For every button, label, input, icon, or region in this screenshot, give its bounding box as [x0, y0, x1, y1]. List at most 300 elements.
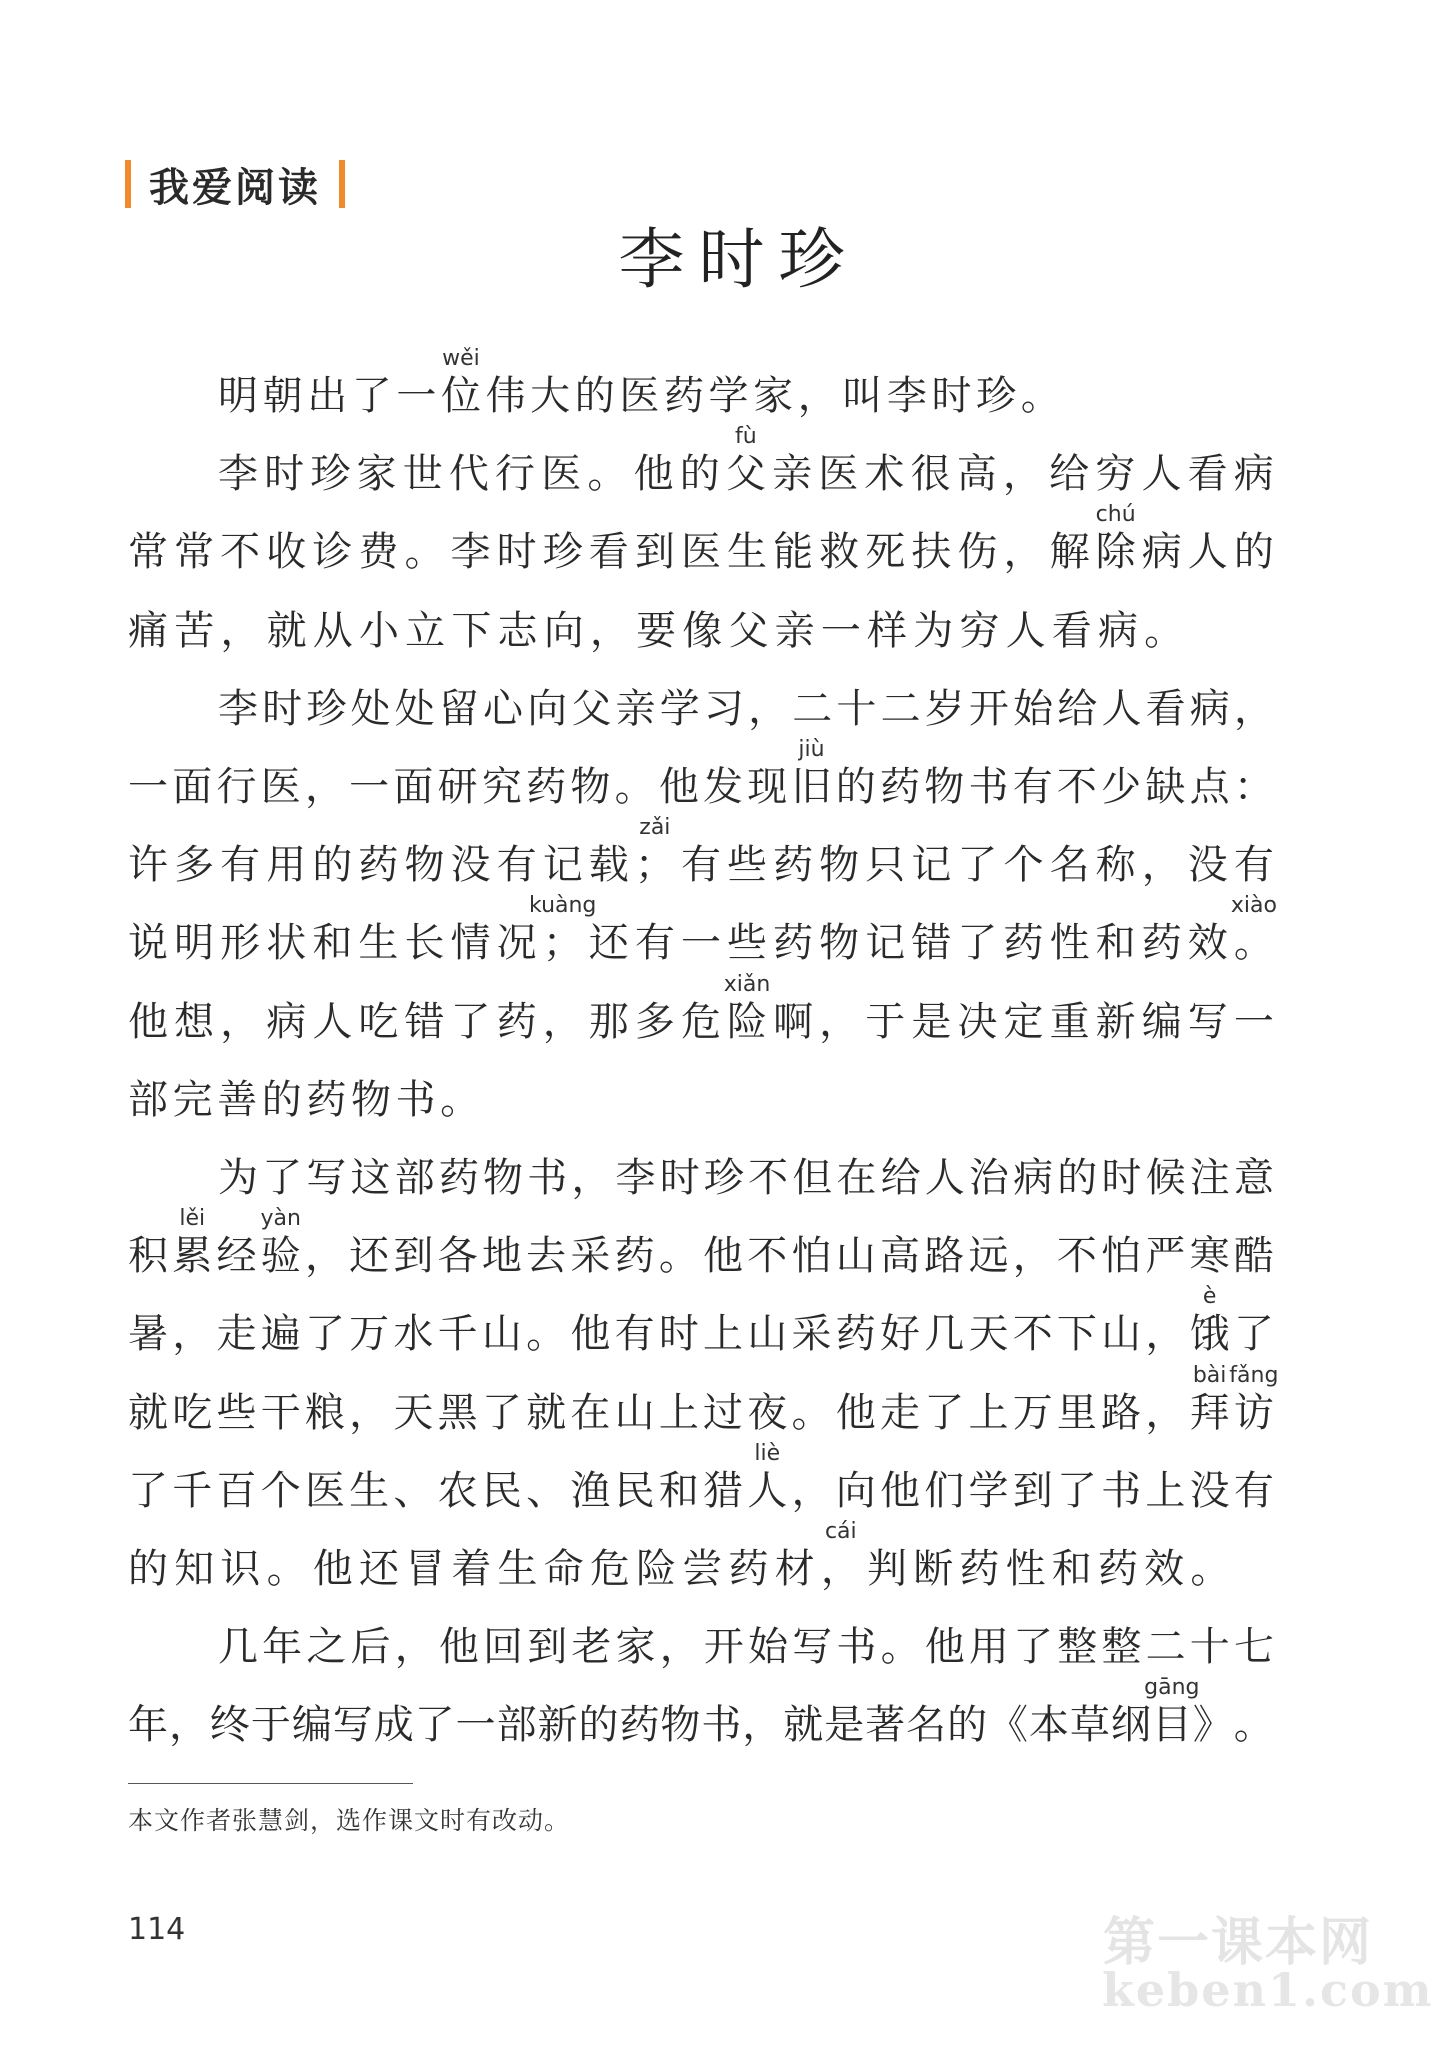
text-char: 夜	[747, 1390, 788, 1436]
text-char: 高	[879, 1233, 920, 1279]
text-char: 错	[404, 999, 445, 1045]
text-char: ，	[742, 1702, 783, 1748]
text-char: 李	[615, 1155, 656, 1201]
text-char: 二	[880, 686, 921, 732]
text-char: 处	[350, 686, 391, 732]
text-char: ，	[659, 1624, 700, 1670]
pinyin-annotation: fù	[735, 424, 757, 449]
text-char: 吃	[358, 999, 399, 1045]
text-char: 黑	[437, 1390, 478, 1436]
text-char: 个	[260, 1468, 301, 1514]
text-char: 山	[614, 1390, 655, 1436]
text-char: 穷	[959, 608, 1000, 654]
text-char: 常	[174, 529, 215, 575]
text-char: 。	[1233, 1702, 1274, 1748]
text-char: 没	[450, 842, 491, 888]
text-char: 开	[968, 686, 1009, 732]
text-char: ，	[1145, 1311, 1186, 1357]
text-char: 注	[1189, 1155, 1230, 1201]
text-char: 整	[1101, 1624, 1142, 1670]
text-char: 时	[262, 686, 303, 732]
text-char: 断	[913, 1546, 954, 1592]
text-char: 行	[216, 764, 257, 810]
text-char: 编	[1141, 999, 1182, 1045]
text-char: 时	[1101, 1155, 1142, 1201]
text-char: 酷	[1233, 1233, 1274, 1279]
text-char: 个	[1003, 842, 1044, 888]
text-char: 世	[402, 451, 443, 497]
text-char: ，	[1002, 451, 1043, 497]
pinyin-annotation: lěi	[179, 1206, 206, 1231]
text-char: 怕	[1101, 1233, 1142, 1279]
text-char: 山	[481, 1311, 522, 1357]
text-char: ，	[304, 764, 345, 810]
text-char: 有	[614, 1311, 655, 1357]
text-char: 除 chú	[1095, 502, 1136, 575]
text-line	[218, 424, 1274, 497]
text-char: 说	[128, 920, 168, 966]
text-char: 亲	[774, 608, 815, 654]
text-char: 着	[451, 1546, 492, 1592]
text-char: 小	[358, 608, 399, 654]
text-char: 。	[440, 1077, 481, 1123]
text-char: 父 fù	[725, 424, 766, 497]
pinyin-annotation: fǎng	[1229, 1363, 1279, 1388]
text-char: 严	[1145, 1233, 1186, 1279]
text-char: 药	[306, 1077, 347, 1123]
pinyin-annotation: è	[1202, 1284, 1217, 1309]
text-char: 部	[496, 1702, 537, 1748]
text-line	[128, 1284, 1274, 1357]
text-char: 他	[312, 1546, 353, 1592]
text-char: 立	[405, 608, 446, 654]
pinyin-annotation: wěi	[442, 346, 480, 371]
text-char: 。	[1144, 608, 1185, 654]
text-char: 走	[216, 1311, 257, 1357]
text-char: 处	[394, 686, 435, 732]
text-char: 还	[588, 920, 629, 966]
text-char: 远	[968, 1233, 1009, 1279]
text-line	[128, 1675, 1274, 1748]
text-char: 和	[1051, 1546, 1092, 1592]
text-char: 天	[968, 1311, 1009, 1357]
text-char: 看	[1187, 451, 1228, 497]
text-char: 药	[1003, 920, 1044, 966]
text-char: 之	[306, 1624, 347, 1670]
text-char: 亲	[772, 451, 813, 497]
text-char: 名	[906, 1702, 947, 1748]
text-char: 终	[209, 1702, 250, 1748]
text-char: 书	[527, 1155, 568, 1201]
text-char: 了	[1056, 1468, 1097, 1514]
text-char: 的	[574, 373, 615, 419]
text-char: 几	[924, 1311, 965, 1357]
text-char: 人	[1187, 529, 1228, 575]
text-char: ，	[819, 999, 860, 1045]
text-char: 药	[835, 1311, 876, 1357]
text-char: 病	[1233, 451, 1274, 497]
text-char: 和	[658, 1468, 699, 1514]
text-char: 时	[659, 1155, 700, 1201]
text-char: 尝	[682, 1546, 723, 1592]
text-char: 一	[396, 373, 437, 419]
footnote: 本文作者张慧剑，选作课文时有改动。	[128, 1806, 571, 1835]
text-char: 生	[497, 1546, 538, 1592]
text-char: 家	[356, 451, 397, 497]
text-char: 的	[1057, 1155, 1098, 1201]
text-char: 下	[451, 608, 492, 654]
text-char: 常	[128, 529, 168, 575]
text-char: 时	[496, 529, 537, 575]
text-char: 回	[483, 1624, 524, 1670]
text-char: 珍	[542, 529, 583, 575]
text-char: 朝	[262, 373, 303, 419]
text-char: 不	[1012, 1311, 1053, 1357]
text-char: 收	[266, 529, 307, 575]
text-char: 《	[988, 1702, 1029, 1748]
text-char: 猎	[703, 1468, 744, 1514]
text-char: 他	[570, 1311, 611, 1357]
text-char: 解	[1049, 529, 1090, 575]
text-char: 人 liè	[747, 1441, 788, 1514]
text-char: 用	[266, 842, 307, 888]
text-char: 是	[824, 1702, 865, 1748]
text-char: 的	[835, 764, 876, 810]
text-char: 到	[634, 529, 675, 575]
text-line	[218, 1604, 1274, 1670]
text-char: 没	[1187, 842, 1228, 888]
text-char: 学	[708, 373, 749, 419]
text-char: 一	[680, 920, 721, 966]
text-char: 状	[266, 920, 307, 966]
text-char: 药	[1097, 1546, 1138, 1592]
text-line	[128, 502, 1274, 575]
text-char: 不	[1056, 1233, 1097, 1279]
text-char: 向	[527, 686, 568, 732]
text-char: 善	[217, 1077, 258, 1123]
text-char: 万	[349, 1311, 390, 1357]
text-char: 向	[543, 608, 584, 654]
text-char: 材	[774, 1546, 815, 1592]
text-char: 寒	[1189, 1233, 1230, 1279]
text-line	[128, 1519, 1274, 1592]
text-char: 性	[1005, 1546, 1046, 1592]
text-char: 走	[879, 1390, 920, 1436]
text-char: 山	[1101, 1311, 1142, 1357]
text-char: 很	[910, 451, 951, 497]
text-char: 候	[1145, 1155, 1186, 1201]
text-char: 千	[172, 1468, 213, 1514]
text-char: ，	[748, 686, 789, 732]
text-char: 要	[636, 608, 677, 654]
pinyin-annotation: cái	[824, 1519, 857, 1544]
pinyin-annotation: bài	[1192, 1363, 1227, 1388]
text-char: 看	[1051, 608, 1092, 654]
text-char: 到	[527, 1624, 568, 1670]
text-char: 家	[753, 373, 794, 419]
text-char: 些	[216, 1390, 257, 1436]
text-char: 在	[836, 1155, 877, 1201]
section-bar-left	[125, 160, 131, 208]
text-char: 伤	[957, 529, 998, 575]
watermark-url: keben1.com	[1102, 1963, 1434, 2017]
text-char: 为	[913, 608, 954, 654]
text-char: 向	[835, 1468, 876, 1514]
text-char: 记	[865, 920, 906, 966]
text-char: 山	[835, 1233, 876, 1279]
text-char: 了	[481, 1390, 522, 1436]
text-char: 病	[266, 999, 307, 1045]
text-char: 天	[393, 1390, 434, 1436]
text-line	[218, 1135, 1274, 1201]
text-char: 生	[349, 1468, 390, 1514]
text-char: 了	[1233, 1311, 1274, 1357]
text-char: 定	[1003, 999, 1044, 1045]
text-char: ，	[394, 1624, 435, 1670]
text-char: 有	[496, 842, 537, 888]
text-char: ，	[571, 1155, 612, 1201]
text-char: 、	[526, 1468, 567, 1514]
text-char: 药	[879, 764, 920, 810]
text-char: 十	[1189, 1624, 1230, 1670]
text-char: 病	[1013, 1155, 1054, 1201]
text-char: ，	[1012, 1233, 1053, 1279]
text-char: ，	[220, 999, 261, 1045]
text-char: 编	[291, 1702, 332, 1748]
text-char: 重	[1049, 999, 1090, 1045]
article-title: 李时珍	[618, 221, 859, 298]
text-char: 积	[128, 1233, 168, 1279]
text-line	[128, 1206, 1274, 1279]
text-char: 了	[957, 920, 998, 966]
text-char: 多	[174, 842, 215, 888]
text-char: 些	[727, 842, 768, 888]
text-char: 药	[526, 764, 567, 810]
text-char: 有	[634, 920, 675, 966]
text-line	[128, 588, 1274, 654]
text-char: 他	[703, 1233, 744, 1279]
text-char: 面	[393, 764, 434, 810]
text-char: 药	[773, 842, 814, 888]
text-char: 下	[1056, 1311, 1097, 1357]
text-char: 大	[530, 373, 571, 419]
text-char: 扶	[911, 529, 952, 575]
text-char: 。	[658, 1233, 699, 1279]
text-char: 他	[879, 1468, 920, 1514]
text-char: 几	[218, 1624, 258, 1670]
text-char: 山	[747, 1311, 788, 1357]
text-char: 冒	[405, 1546, 446, 1592]
text-char: 记	[542, 842, 583, 888]
text-char: 书	[836, 1624, 877, 1670]
text-char: 。	[587, 451, 628, 497]
text-char: 他	[658, 764, 699, 810]
text-char: 珍	[310, 451, 351, 497]
section-title: 我爱阅读	[149, 164, 321, 211]
text-char: 啊	[773, 999, 814, 1045]
section-heading	[125, 158, 345, 210]
text-char: 命	[543, 1546, 584, 1592]
text-char: 许	[128, 842, 168, 888]
text-char: 。	[614, 764, 655, 810]
text-char: 有	[1233, 1468, 1274, 1514]
text-char: 。	[1020, 373, 1061, 419]
text-char: 像	[682, 608, 723, 654]
text-char: 草	[1069, 1702, 1110, 1748]
text-char: 不	[747, 1233, 788, 1279]
text-char: 父	[728, 608, 769, 654]
text-char: 二	[1145, 1624, 1186, 1670]
text-char: 危	[589, 1546, 630, 1592]
text-char: 怕	[791, 1233, 832, 1279]
text-char: 。	[1190, 1546, 1231, 1592]
text-char: 苦	[174, 608, 215, 654]
text-char: 发	[703, 764, 744, 810]
text-char: 农	[437, 1468, 478, 1514]
text-char: 知	[174, 1546, 215, 1592]
text-char: 药	[773, 920, 814, 966]
text-char: 用	[968, 1624, 1009, 1670]
text-char: 干	[260, 1390, 301, 1436]
text-char: 里	[1056, 1390, 1097, 1436]
text-char: 新	[537, 1702, 578, 1748]
text-char: 各	[437, 1233, 478, 1279]
text-char: 能	[773, 529, 814, 575]
text-char: 。 xiào	[1230, 893, 1277, 966]
text-char: 药	[1141, 920, 1182, 966]
text-char: 千	[437, 1311, 478, 1357]
text-char: 是	[911, 999, 952, 1045]
text-char: 学	[968, 1468, 1009, 1514]
text-char: 给	[880, 1155, 921, 1201]
text-char: 医	[541, 451, 582, 497]
text-char: 七	[1233, 1624, 1274, 1670]
text-char: 万	[1012, 1390, 1053, 1436]
text-char: 他	[835, 1390, 876, 1436]
text-char: 开	[703, 1624, 744, 1670]
text-char: 志	[497, 608, 538, 654]
text-char: 的	[1233, 529, 1274, 575]
text-char: 们	[924, 1468, 965, 1514]
text-char: 药	[959, 1546, 1000, 1592]
text-char: 新	[1095, 999, 1136, 1045]
text-char: 上	[1145, 1468, 1186, 1514]
text-char: 采	[570, 1233, 611, 1279]
text-char: 缺	[1145, 764, 1186, 810]
text-char: ， cái	[820, 1519, 861, 1592]
text-char: 情	[450, 920, 491, 966]
text-char: 治	[968, 1155, 1009, 1201]
text-line	[128, 737, 1274, 810]
text-char: 部	[128, 1077, 168, 1123]
text-char: 始	[748, 1624, 789, 1670]
text-char: 判	[867, 1546, 907, 1592]
text-char: 书	[1101, 1468, 1142, 1514]
text-char: 上	[658, 1390, 699, 1436]
text-char: 渔	[570, 1468, 611, 1514]
footnote-rule	[128, 1783, 413, 1784]
text-char: ，	[589, 608, 630, 654]
text-char: 民	[481, 1468, 522, 1514]
text-char: 看	[588, 529, 629, 575]
text-char: 时	[658, 1311, 699, 1357]
text-char: 高	[956, 451, 997, 497]
text-char: 些	[727, 920, 768, 966]
text-char: 采	[791, 1311, 832, 1357]
text-char: 死	[865, 529, 906, 575]
text-char: 明	[218, 373, 258, 419]
text-char: 载	[588, 842, 629, 888]
text-char: 。	[791, 1390, 832, 1436]
text-char: 医	[304, 1468, 345, 1514]
text-char: 识	[220, 1546, 261, 1592]
text-char: 穷	[1095, 451, 1136, 497]
text-char: 、	[393, 1468, 434, 1514]
text-char: 亲	[615, 686, 656, 732]
text-char: 术	[864, 451, 905, 497]
text-char: 人	[1141, 451, 1182, 497]
text-char: 后	[350, 1624, 391, 1670]
text-char: ，	[797, 373, 838, 419]
text-char: 少	[1101, 764, 1142, 810]
text-char: 。	[404, 529, 445, 575]
text-char: 不	[748, 1155, 789, 1201]
text-char: 医	[260, 764, 301, 810]
text-char: 年	[262, 1624, 303, 1670]
text-char: 有	[1233, 842, 1274, 888]
text-char: ，	[349, 1390, 390, 1436]
text-char: 研	[437, 764, 478, 810]
text-char: 名	[1049, 842, 1090, 888]
text-char: 一	[349, 764, 390, 810]
text-char: 的	[679, 451, 720, 497]
text-char: 。	[266, 1546, 307, 1592]
text-char: 药	[358, 842, 399, 888]
text-char: 书	[968, 764, 1009, 810]
text-char: 效	[1144, 1546, 1185, 1592]
text-char: 地	[481, 1233, 522, 1279]
text-char: 暑	[128, 1311, 168, 1357]
text-char: 从	[312, 608, 353, 654]
text-char: 李	[886, 373, 927, 419]
text-char: 珍	[976, 373, 1017, 419]
text-char: 他	[633, 451, 674, 497]
text-char: 民	[614, 1468, 655, 1514]
text-char: 叫	[842, 373, 883, 419]
text-char: ，	[220, 608, 261, 654]
text-char: 的	[578, 1702, 619, 1748]
pinyin-annotation: chú	[1095, 502, 1136, 527]
text-char: ，	[168, 1702, 209, 1748]
text-char: 痛	[128, 608, 168, 654]
text-char: 。	[880, 1624, 921, 1670]
text-char: 药	[728, 1546, 769, 1592]
text-char: 一	[1233, 999, 1274, 1045]
text-char: 写	[792, 1624, 833, 1670]
text-char: 写	[1187, 999, 1228, 1045]
pinyin-annotation: yàn	[260, 1206, 301, 1231]
text-char: 到	[1012, 1468, 1053, 1514]
text-char: 学	[659, 686, 700, 732]
text-char: 错	[911, 920, 952, 966]
text-char: 了	[304, 1311, 345, 1357]
text-char: ，	[1141, 842, 1182, 888]
text-char: 》	[1192, 1702, 1233, 1748]
text-char: 过	[703, 1390, 744, 1436]
text-char: 在	[570, 1390, 611, 1436]
text-line	[128, 1363, 1279, 1436]
text-char: 和	[1095, 920, 1136, 966]
